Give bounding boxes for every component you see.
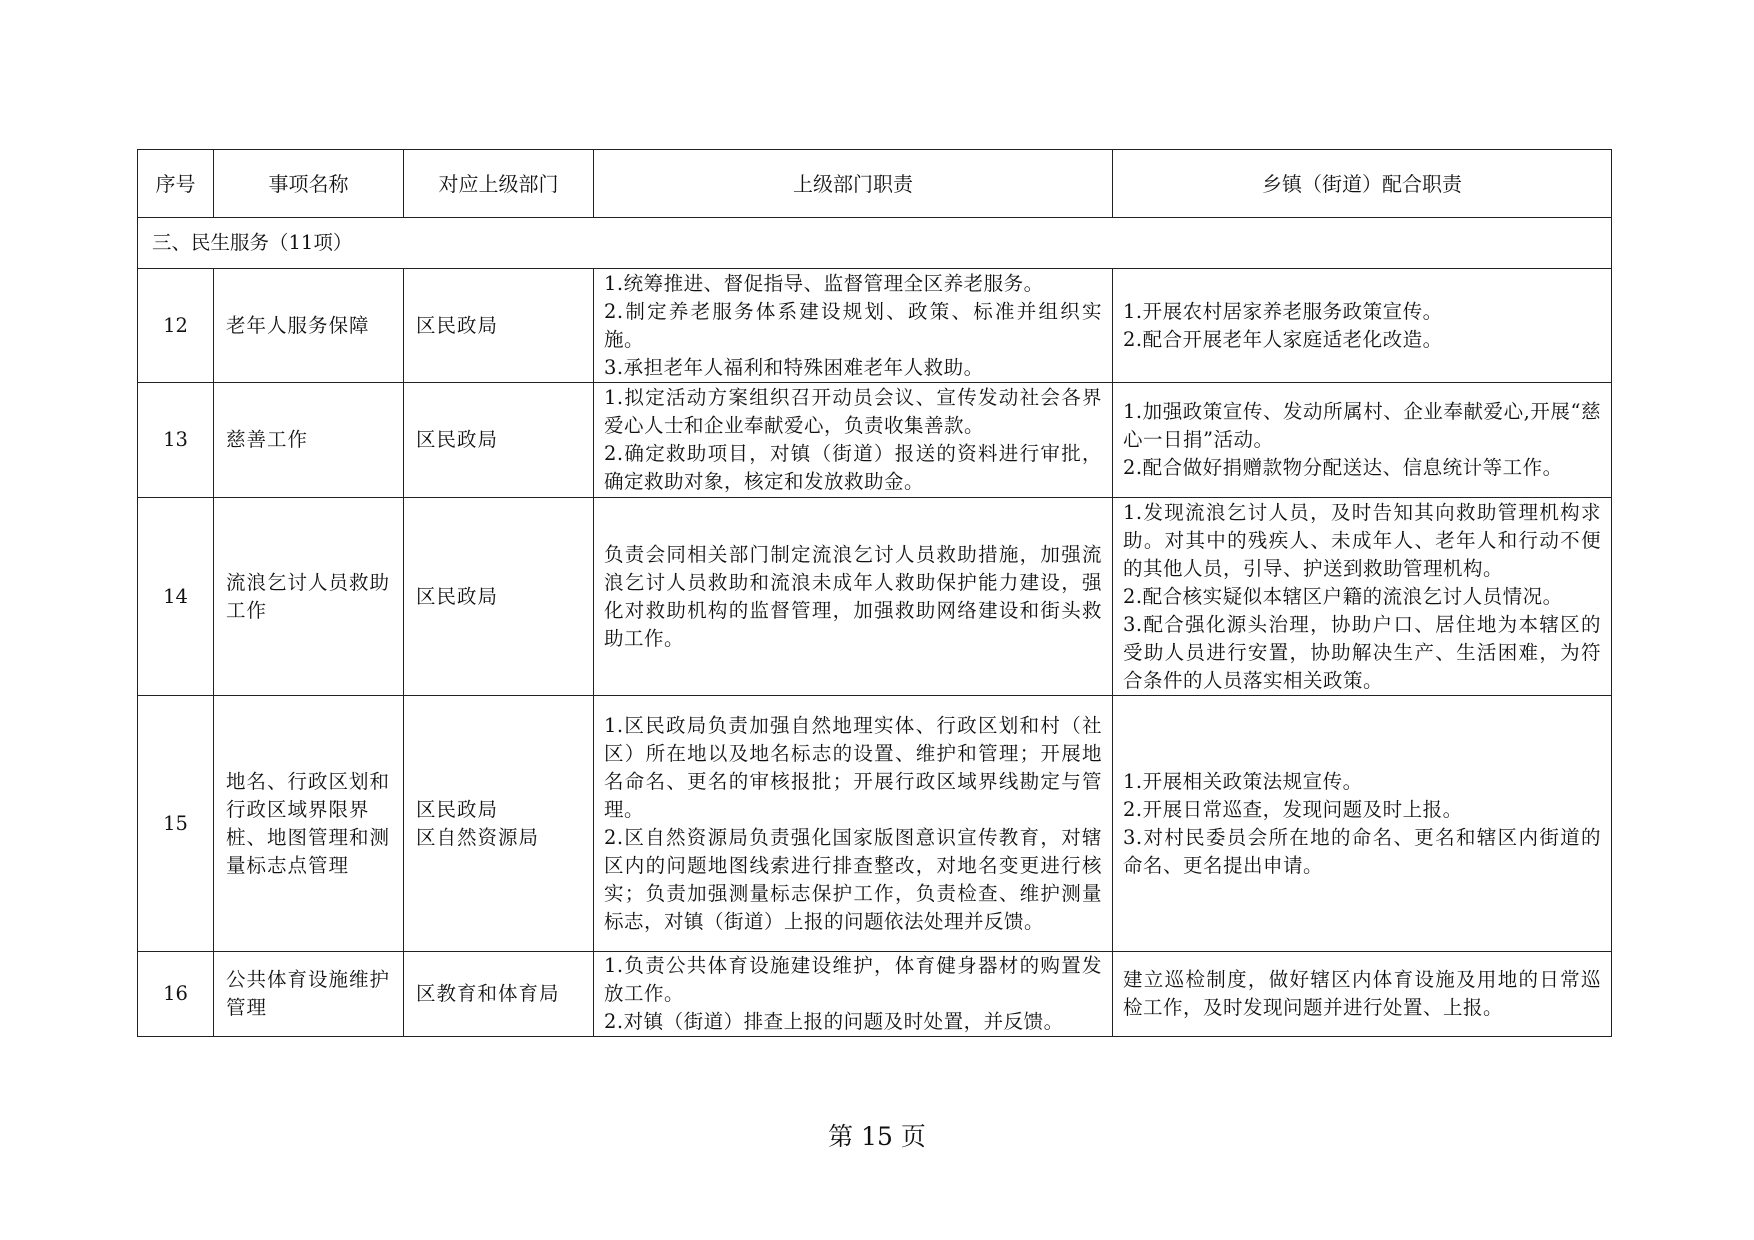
cell-duties-line: 负责会同相关部门制定流浪乞讨人员救助措施，加强流浪乞讨人员救助和流浪未成年人救助保护能力建设，强化对救助机构的监督管理，加强救助网络建设和街头救助工作。 [604, 542, 1102, 650]
header-duties: 上级部门职责 [594, 150, 1113, 218]
cell-cooperation-line: 2.配合做好捐赠款物分配送达、信息统计等工作。 [1123, 456, 1563, 479]
cell-item-name [214, 498, 404, 696]
cell-duties-line: 2.确定救助项目，对镇（街道）报送的资料进行审批，确定救助对象，核定和发放救助金。 [604, 442, 1102, 493]
cell-no: 12 [138, 269, 214, 383]
cell-department-line: 区自然资源局 [416, 825, 540, 849]
cell-item-name [214, 952, 404, 1037]
header-department: 对应上级部门 [404, 150, 594, 218]
cell-cooperation [1113, 952, 1612, 1037]
cell-cooperation-line: 2.配合开展老年人家庭适老化改造。 [1123, 327, 1443, 351]
cell-item-name-line: 老年人服务保障 [226, 313, 370, 337]
cell-duties [594, 269, 1113, 383]
header-item-name: 事项名称 [214, 150, 404, 218]
cell-duties [594, 696, 1113, 952]
cell-department-line: 区民政局 [416, 428, 499, 451]
header-no: 序号 [138, 150, 214, 218]
cell-cooperation [1113, 383, 1612, 498]
cell-department-line: 区民政局 [416, 584, 499, 608]
cell-department [404, 269, 594, 383]
cell-no: 14 [138, 498, 214, 696]
cell-department-line: 区民政局 [416, 797, 499, 821]
cell-duties-line: 3.承担老年人福利和特殊困难老年人救助。 [604, 355, 984, 379]
cell-duties-line: 2.对镇（街道）排查上报的问题及时处置，并反馈。 [604, 1010, 1064, 1033]
cell-duties-line: 1.区民政局负责加强自然地理实体、行政区划和村（社区）所在地以及地名标志的设置、维护和管理；开展地名命名、更名的审核报批；开展行政区域界线勘定与管理。 [604, 713, 1102, 821]
cell-duties [594, 498, 1113, 696]
cell-cooperation-line: 3.对村民委员会所在地的命名、更名和辖区内街道的命名、更名提出申请。 [1123, 825, 1601, 877]
cell-no: 16 [138, 952, 214, 1037]
cell-item-name-line: 公共体育设施维护管理 [226, 968, 391, 1019]
header-cooperation: 乡镇（街道）配合职责 [1113, 150, 1612, 218]
cell-cooperation-line: 1.加强政策宣传、发动所属村、企业奉献爱心,开展“慈心一日捐”活动。 [1123, 400, 1601, 451]
table-row [138, 696, 1612, 952]
cell-duties-line: 1.拟定活动方案组织召开动员会议、宣传发动社会各界爱心人士和企业奉献爱心，负责收集善款。 [604, 386, 1102, 437]
responsibility-table [137, 149, 1612, 1037]
cell-item-name-line: 地名、行政区划和行政区域界限界桩、地图管理和测量标志点管理 [226, 769, 391, 877]
cell-department [404, 383, 594, 498]
page-number: 第 15 页 [828, 1122, 926, 1151]
cell-cooperation-line: 建立巡检制度，做好辖区内体育设施及用地的日常巡检工作，及时发现问题并进行处置、上报。 [1123, 968, 1601, 1019]
cell-cooperation [1113, 498, 1612, 696]
section-title: 三、民生服务（11项） [138, 218, 1612, 269]
cell-department [404, 498, 594, 696]
cell-cooperation-line: 3.配合强化源头治理，协助户口、居住地为本辖区的受助人员进行安置，协助解决生产、生活困难，为符合条件的人员落实相关政策。 [1123, 612, 1601, 692]
cell-no: 13 [138, 383, 214, 498]
cell-department-line: 区教育和体育局 [416, 982, 560, 1005]
table-row [138, 269, 1612, 383]
cell-cooperation-line: 1.开展相关政策法规宣传。 [1123, 769, 1363, 793]
table-header-row [138, 150, 1612, 218]
cell-department-line: 区民政局 [416, 313, 499, 337]
table-row [138, 952, 1612, 1037]
cell-item-name [214, 269, 404, 383]
cell-item-name [214, 696, 404, 952]
cell-cooperation-line: 1.开展农村居家养老服务政策宣传。 [1123, 299, 1443, 323]
cell-cooperation-line: 2.配合核实疑似本辖区户籍的流浪乞讨人员情况。 [1123, 584, 1563, 608]
cell-duties [594, 383, 1113, 498]
cell-duties [594, 952, 1113, 1037]
cell-item-name-line: 慈善工作 [226, 428, 309, 451]
cell-duties-line: 2.区自然资源局负责强化国家版图意识宣传教育，对辖区内的问题地图线索进行排查整改，对地名变更进行核实；负责加强测量标志保护工作，负责检查、维护测量标志，对镇（街道）上报的问题依法处理并反馈。 [604, 825, 1102, 933]
cell-cooperation [1113, 269, 1612, 383]
cell-duties-line: 1.统筹推进、督促指导、监督管理全区养老服务。 [604, 271, 1044, 295]
cell-item-name [214, 383, 404, 498]
table-row [138, 383, 1612, 498]
table-row [138, 498, 1612, 696]
cell-item-name-line: 流浪乞讨人员救助工作 [226, 570, 391, 622]
cell-no: 15 [138, 696, 214, 952]
cell-department [404, 696, 594, 952]
cell-department [404, 952, 594, 1037]
cell-cooperation-line: 2.开展日常巡查，发现问题及时上报。 [1123, 797, 1463, 821]
cell-cooperation [1113, 696, 1612, 952]
cell-cooperation-line: 1.发现流浪乞讨人员，及时告知其向救助管理机构求助。对其中的残疾人、未成年人、老年人和行动不便的其他人员，引导、护送到救助管理机构。 [1123, 500, 1601, 580]
cell-duties-line: 2.制定养老服务体系建设规划、政策、标准并组织实施。 [604, 299, 1102, 351]
cell-duties-line: 1.负责公共体育设施建设维护，体育健身器材的购置发放工作。 [604, 954, 1102, 1005]
section-row [138, 218, 1612, 269]
